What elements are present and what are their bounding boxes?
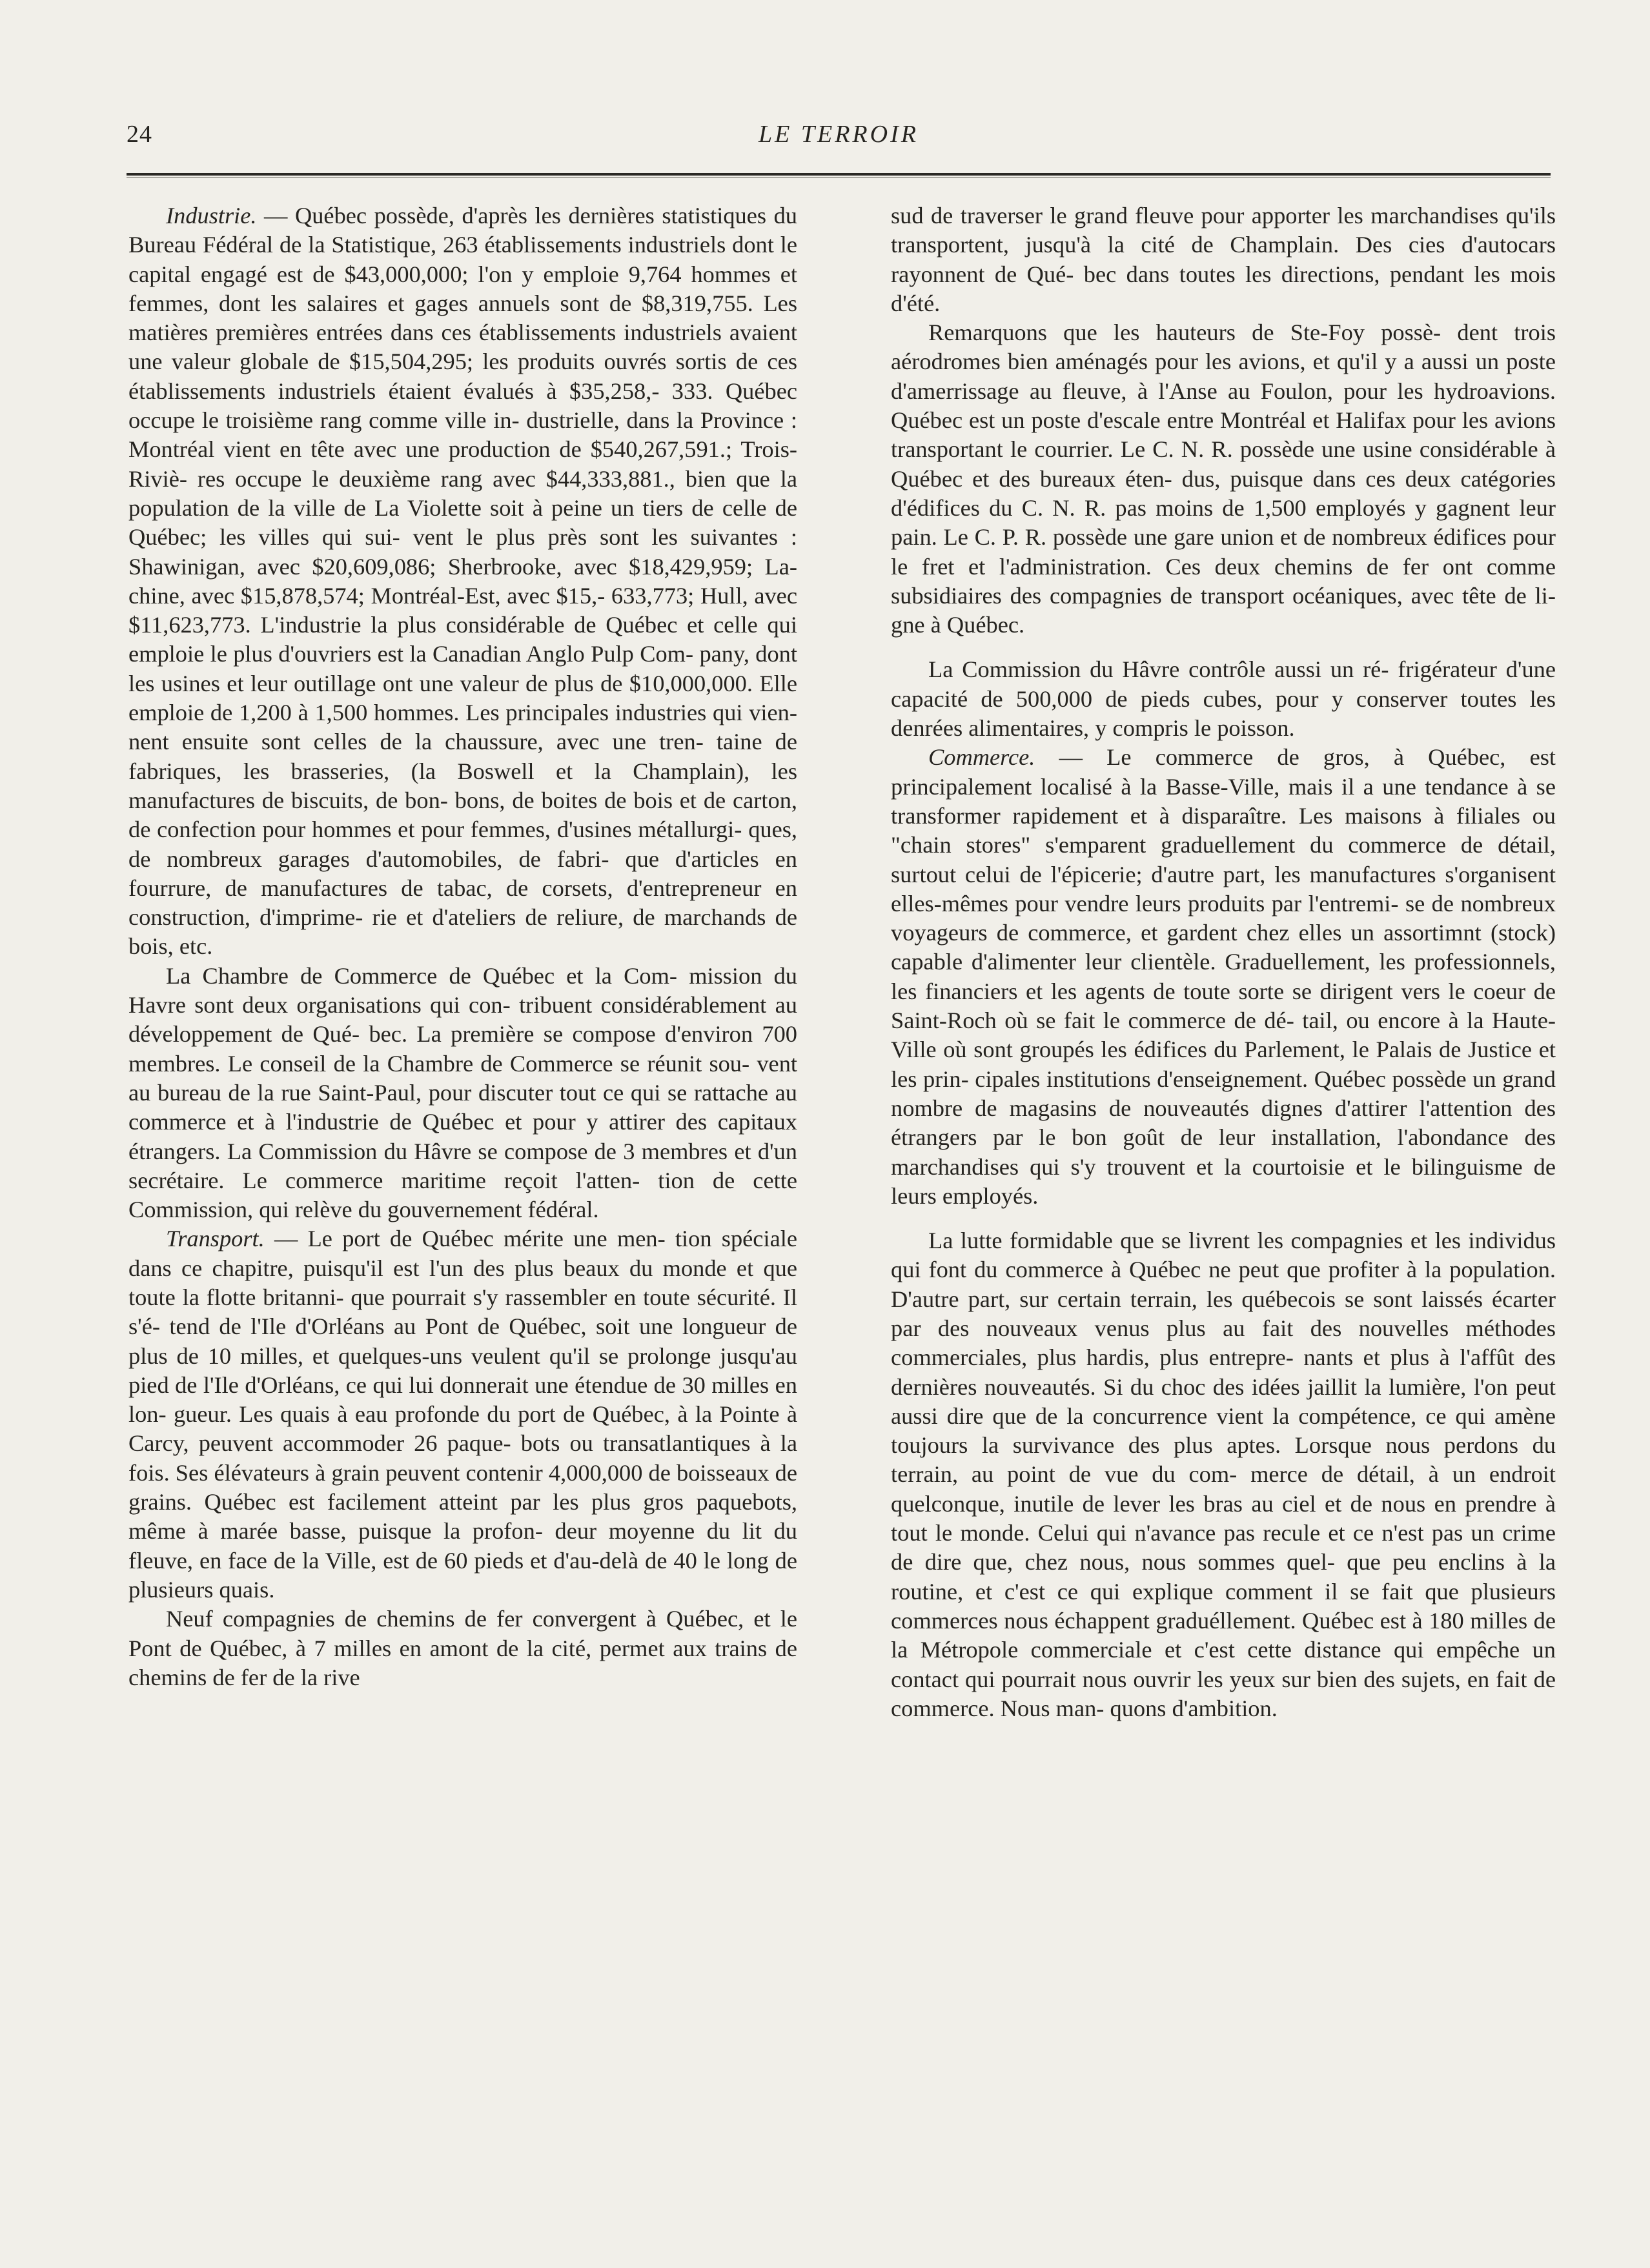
paragraph-chambre-commerce <box>128 962 797 1225</box>
page-number: 24 <box>127 121 152 148</box>
paragraph-industrie <box>128 201 797 962</box>
paragraph-commerce <box>891 743 1556 1211</box>
header-rule <box>127 173 1551 178</box>
paragraph-continuation <box>891 201 1556 318</box>
paragraph-text: sud de traverser le grand fleuve pour apporter les marchandises qu'ils transportent, jusqu'à la cité de Champlain. Des cies d'autocars rayonnent de Qué- bec dans toutes les directions, pendant les mois d'été. <box>891 203 1556 316</box>
paragraph-chemins-de-fer <box>128 1605 797 1692</box>
left-column <box>128 201 797 1692</box>
paragraph-text: — Québec possède, d'après les dernières statistiques du Bureau Fédéral de la Statistique, 263 établissements industriels dont le capital engagé est de $43,000,000; l'on y emploie 9,764 hommes et femmes, dont les salaires et gages annuels sont de $8,319,755. Les matières premières entrées dans ces établissements industriels avaient une valeur globale de $15,504,295; les produits ouvrés sortis de ces établissements industriels étaient évalués à $35,258,- 333. Québec occupe le troisième rang comme ville in- dustrielle, dans la Province : Montréal vient en tête avec une production de $540,267,591.; Trois-Riviè- res occupe le deuxième rang avec $44,333,881., bien que la population de la ville de La Violette soit à peine un tiers de celle de Québec; les villes qui sui- vent le plus près sont les suivantes : Shawinigan, avec $20,609,086; Sherbrooke, avec $18,429,959; La- chine, avec $15,878,574; Montréal-Est, avec $15,- 633,773; Hull, avec $11,623,773. L'industrie la plus considérable de Québec et celle qui emploie le plus d'ouvriers est la Canadian Anglo Pulp Com- pany, dont les usines et leur outillage ont une valeur de plus de $10,000,000. Elle emploie de 1,200 à 1,500 hommes. Les principales industries qui vien- nent ensuite sont celles de la chaussure, avec une tren- taine de fabriques, les brasseries, (la Boswell et la Champlain), les manufactures de biscuits, de bon- bons, de boites de bois et de carton, de confection pour hommes et pour femmes, d'usines métallurgi- ques, de nombreux garages d'automobiles, de fabri- que d'articles en fourrure, de manufactures de tabac, de corsets, d'entrepreneur en construction, d'imprime- rie et d'ateliers de reliure, de marchands de bois, etc. <box>128 203 797 960</box>
paragraph-text: La Chambre de Commerce de Québec et la Com- mission du Havre sont deux organisations qui con- tribuent considérablement au développement de Qué- bec. La première se compose d'environ 700 membres. Le conseil de la Chambre de Commerce se réunit sou- vent au bureau de la rue Saint-Paul, pour discuter tout ce qui se rattache au commerce et à l'industrie de Québec et pour y attirer des capitaux étrangers. La Commission du Hâvre se compose de 3 membres et d'un secrétaire. Le commerce maritime reçoit l'atten- tion de cette Commission, qui relève du gouvernement fédéral. <box>128 962 797 1223</box>
section-heading-transport: Transport. <box>166 1226 265 1252</box>
paragraph-text: Remarquons que les hauteurs de Ste-Foy possè- dent trois aérodromes bien aménagés pour les avions, et qu'il y a aussi un poste d'amerrissage au fleuve, à l'Anse au Foulon, pour les hydroavions. Québec est un poste d'escale entre Montréal et Halifax pour les avions transportant le courrier. Le C. N. R. possède une usine considérable à Québec et des bureaux éten- dus, puisque dans ces deux catégories d'édifices du C. N. R. pas moins de 1,500 employés y gagnent leur pain. Le C. P. R. possède une gare union et de nombreux édifices pour le fret et l'administration. Ces deux chemins de fer ont comme subsidiaires des compagnies de transport océaniques, avec tête de li- gne à Québec. <box>891 319 1556 638</box>
section-heading-commerce: Commerce. <box>928 744 1035 771</box>
section-heading-industrie: Industrie. <box>166 203 257 228</box>
paragraph-text: — Le port de Québec mérite une men- tion spéciale dans ce chapitre, puisqu'il est l'un des plus beaux du monde et que toute la flotte britanni- que pourrait s'y rassembler en toute sécurité. Il s'é- tend de l'Ile d'Orléans au Pont de Québec, soit une longueur de plus de 10 milles, et quelques-uns veulent qu'il se prolonge jusqu'au pied de l'Ile d'Orléans, ce qui lui donnerait une étendue de 30 milles en lon- gueur. Les quais à eau profonde du port de Québec, à la Pointe à Carcy, peuvent accommoder 26 paque- bots ou transatlantiques à la fois. Ses élévateurs à grain peuvent contenir 4,000,000 de boisseaux de grains. Québec est facilement atteint par les plus gros paquebots, même à marée basse, puisque la profon- deur moyenne du lit du fleuve, en face de la Ville, est de 60 pieds et d'au-delà de 40 le long de plusieurs quais. <box>128 1226 797 1603</box>
paragraph-aerodromes <box>891 318 1556 640</box>
paragraph-text: La lutte formidable que se livrent les compagnies et les individus qui font du commerce à Québec ne peut que profiter à la population. D'autre part, sur certain terrain, les québecois se sont laissés écarter par des nouveaux venus plus au fait des nouvelles méthodes commerciales, plus hardis, plus entrepre- nants et plus à l'affût des dernières nouveautés. Si du choc des idées jaillit la lumière, l'on peut aussi dire que de la concurrence vient la compétence, ce qui amène toujours la survivance des plus aptes. Lorsque nous perdons du terrain, au point de vue du com- merce de détail, à un endroit quelconque, inutile de lever les bras au ciel et de nous en prendre à tout le monde. Celui qui n'avance pas recule et ce n'est pas un crime de dire que, chez nous, nous sommes quel- que peu enclins à la routine, et c'est ce qui explique comment il se fait que plusieurs commerces nous échappent graduéllement. Québec est à 180 milles de la Métropole commerciale et c'est cette distance qui empêche un contact qui pourrait nous ouvrir les yeux sur bien des sujets, en fait de commerce. Nous man- quons d'ambition. <box>891 1228 1556 1721</box>
paragraph-refrigerateur <box>891 655 1556 743</box>
paragraph-text: Neuf compagnies de chemins de fer convergent à Québec, et le Pont de Québec, à 7 milles en amont de la cité, permet aux trains de chemins de fer de la rive <box>128 1606 797 1690</box>
paragraph-text: La Commission du Hâvre contrôle aussi un ré- frigérateur d'une capacité de 500,000 de pieds cubes, pour y conserver toutes les denrées alimentaires, y compris le poisson. <box>891 656 1556 742</box>
paragraph-lutte <box>891 1226 1556 1723</box>
right-column <box>891 201 1556 1723</box>
page-header <box>127 115 1551 154</box>
paragraph-text: — Le commerce de gros, à Québec, est principalement localisé à la Basse-Ville, mais il a une tendance à se transformer rapidement et à disparaître. Les maisons à filiales ou "chain stores" s'emparent graduellement du commerce de détail, surtout celui de l'épicerie; d'autre part, les manufactures s'organisent elles-mêmes pour vendre leurs produits par l'entremi- se de nombreux voyageurs de commerce, et gardent chez elles un assortimnt (stock) capable d'alimenter leur clientèle. Graduellement, les professionnels, les financiers et les agents de toute sorte se dirigent vers le coeur de Saint-Roch où se fait le commerce de dé- tail, ou encore à la Haute-Ville où sont groupés les édifices du Parlement, le Palais de Justice et les prin- cipales institutions d'enseignement. Québec possède un grand nombre de magasins de nouveautés dignes d'attirer l'attention des étrangers par le bon goût de leur installation, l'abondance des marchandises qui s'y trouvent et la courtoisie et le bilinguisme de leurs employés. <box>891 744 1556 1209</box>
running-title: LE TERROIR <box>759 121 919 148</box>
paragraph-transport <box>128 1224 797 1605</box>
